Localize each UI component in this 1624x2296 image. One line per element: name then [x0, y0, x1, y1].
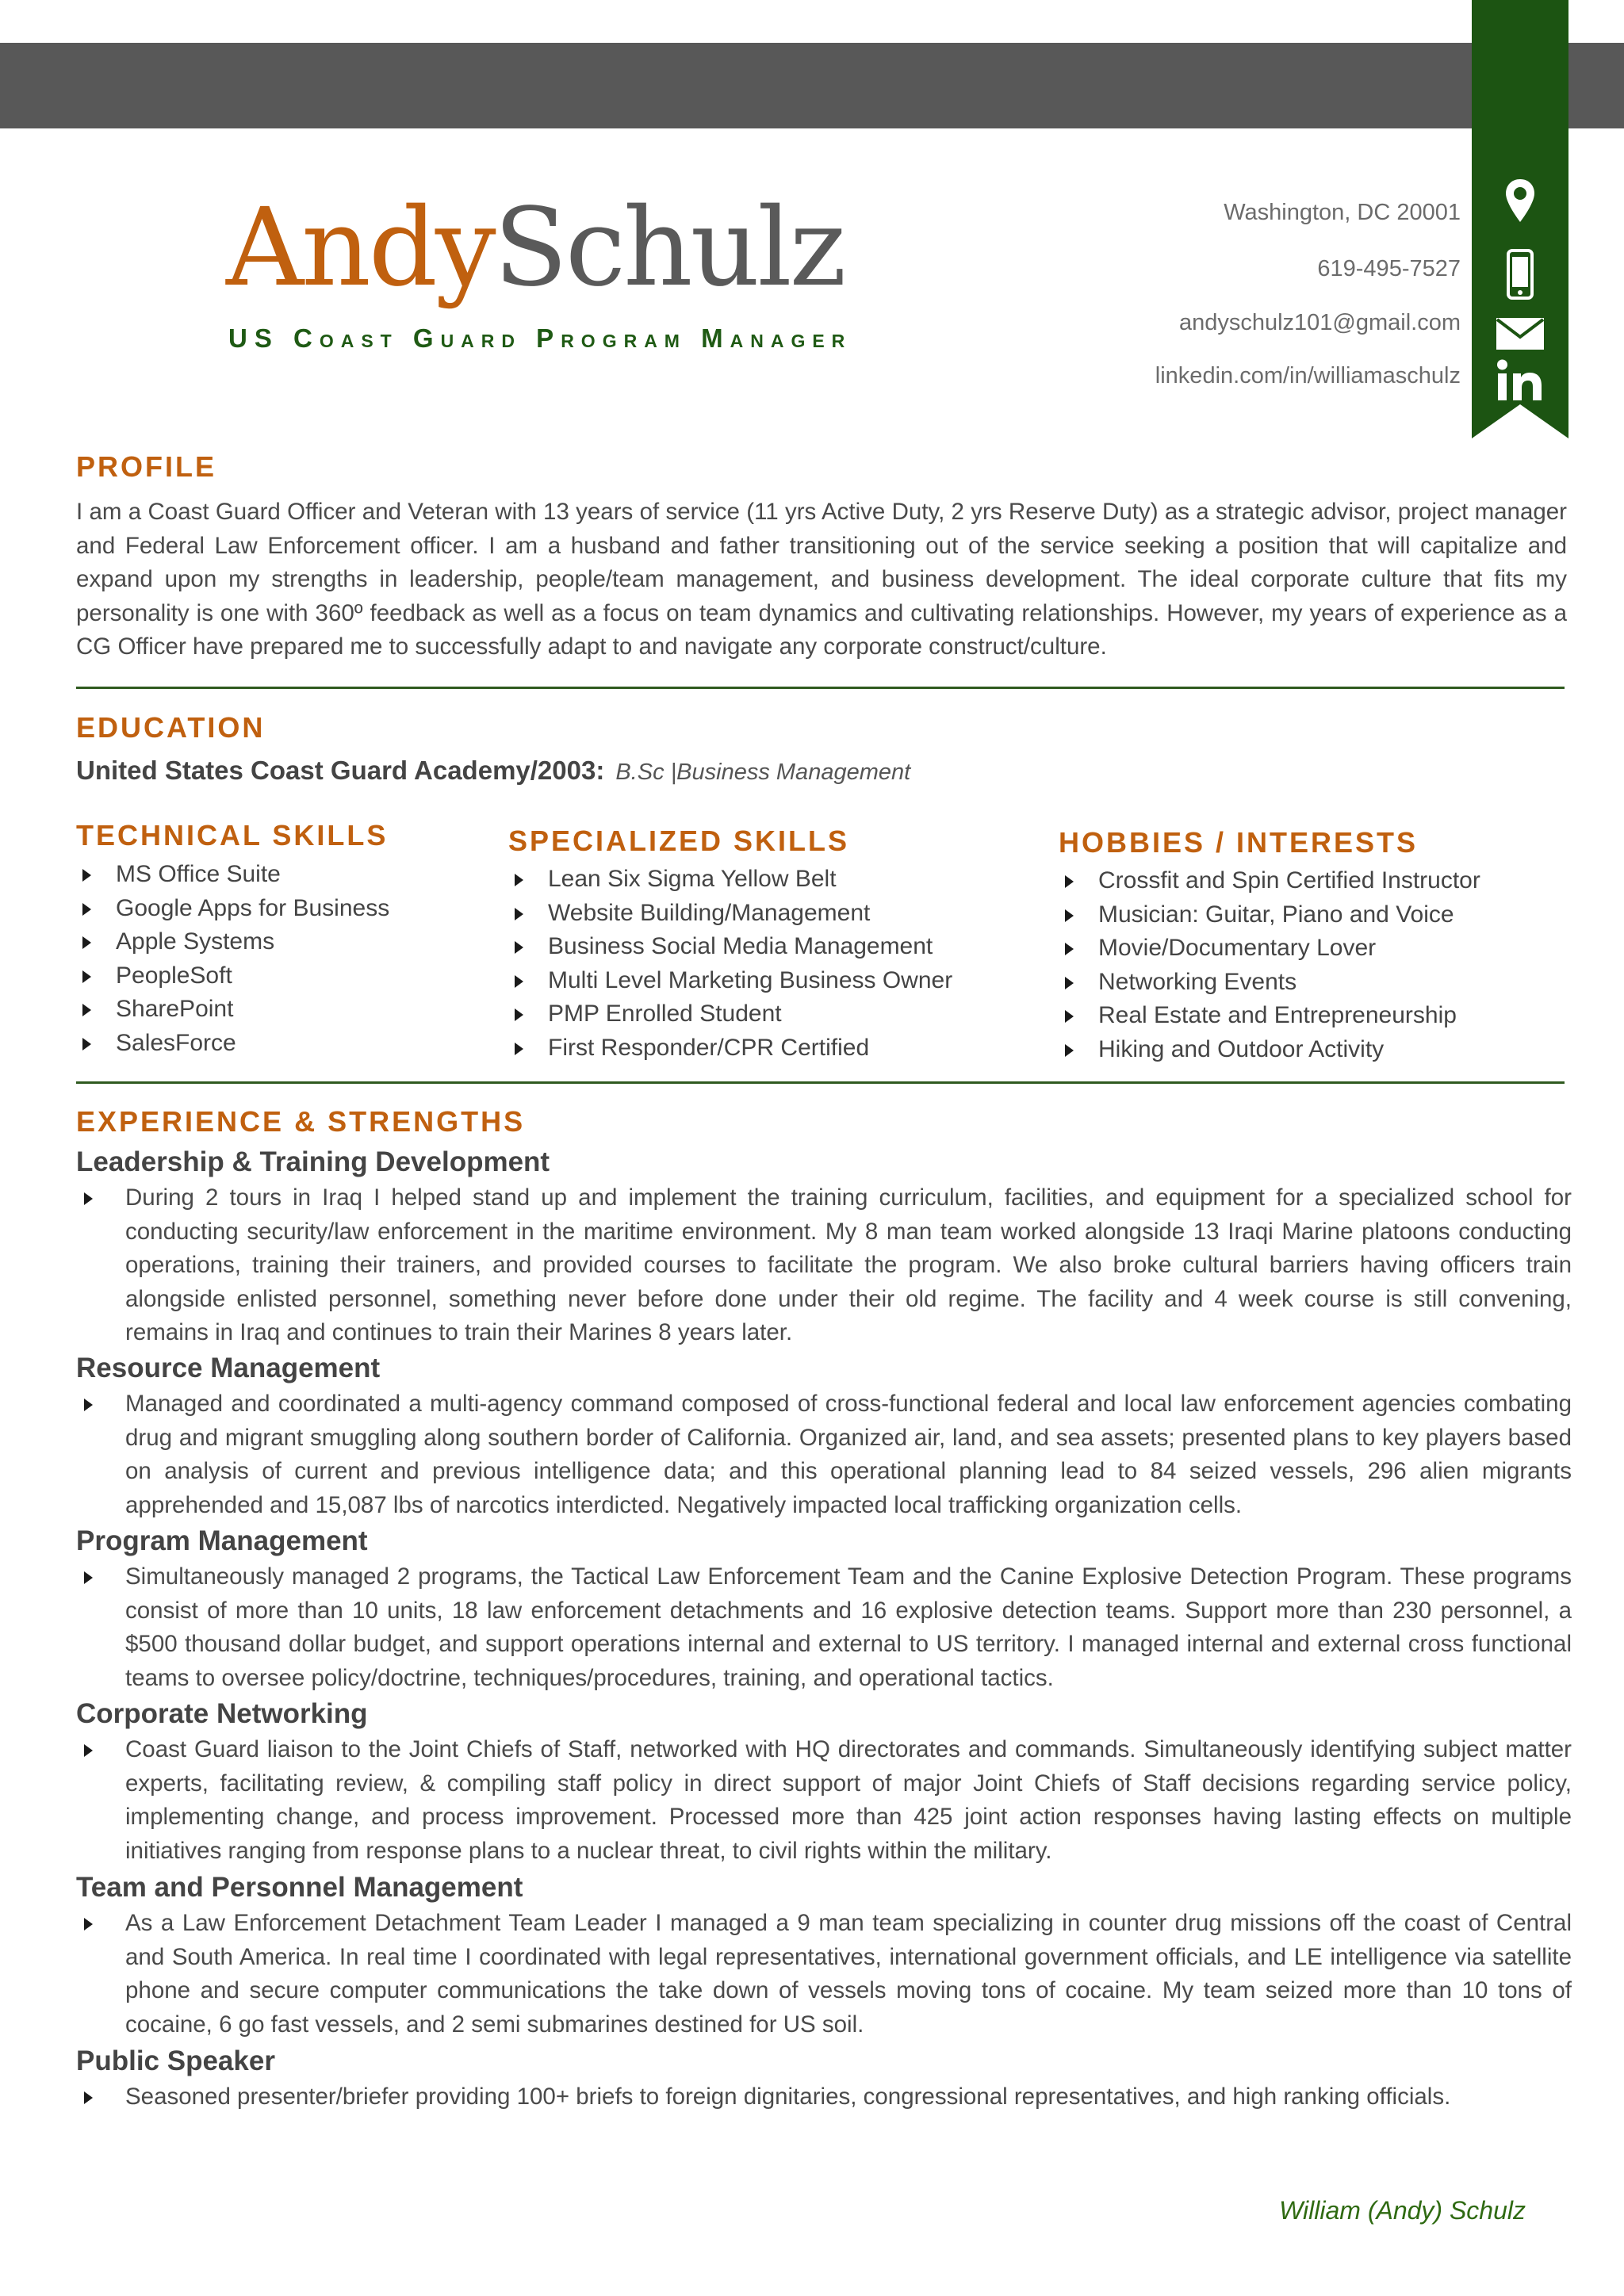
education-degree: B.Sc |Business Management [615, 760, 911, 785]
experience-title: Program Management [76, 1525, 368, 1556]
contact-linkedin[interactable]: linkedin.com/in/williamaschulz [1155, 363, 1461, 388]
experience-title: Resource Management [76, 1353, 381, 1383]
contact-phone: 619-495-7527 [1317, 256, 1461, 281]
top-header-bar [0, 43, 1624, 128]
list-item: Business Social Media Management [508, 930, 952, 964]
bullet-arrow-icon [1065, 1010, 1074, 1023]
education-school: United States Coast Guard Academy/2003: [76, 756, 605, 785]
technical-skills-heading: TECHNICAL SKILLS [76, 819, 389, 851]
bullet-arrow-icon [82, 903, 91, 916]
bullet-arrow-icon [1065, 943, 1074, 955]
envelope-icon [1472, 313, 1568, 354]
list-item: SharePoint [76, 993, 389, 1027]
bullet-arrow-icon [84, 2091, 93, 2104]
bullet-arrow-icon [82, 1004, 91, 1016]
specialized-skills-heading: SPECIALIZED SKILLS [508, 825, 850, 857]
bullet-arrow-icon [84, 1571, 93, 1584]
bullet-arrow-icon [1065, 909, 1074, 922]
experience-title: Public Speaker [76, 2045, 275, 2076]
hobbies-heading: HOBBIES / INTERESTS [1059, 826, 1419, 859]
experience-item [76, 1695, 1572, 1868]
list-item: Musician: Guitar, Piano and Voice [1059, 898, 1480, 932]
experience-item [76, 1143, 1572, 1350]
first-name: Andy [226, 186, 494, 311]
bullet-arrow-icon [84, 1192, 93, 1205]
candidate-name [226, 186, 845, 311]
technical-skills-list [76, 858, 389, 1060]
experience-title: Leadership & Training Development [76, 1146, 550, 1177]
experience-item [76, 1869, 1572, 2042]
bullet-arrow-icon [515, 941, 523, 954]
list-item: Real Estate and Entrepreneurship [1059, 999, 1480, 1033]
list-item: Apple Systems [76, 925, 389, 959]
experience-heading: EXPERIENCE & STRENGTHS [76, 1105, 526, 1138]
list-item: Website Building/Management [508, 897, 952, 931]
profile-text: I am a Coast Guard Officer and Veteran with 13 years of service (11 yrs Active Duty, 2 yrs Reserve Duty) as a strategic advisor, project manager and Federal Law Enforcement officer. I am a husband and father transitioning out of the service seeking a position that will capitalize and expand upon my strengths in leadership, people/team management, and business development. The ideal corporate culture that fits my personality is one with 360º feedback as well as a focus on team dynamics and cultivating relationships. However, my years of experience as a CG Officer have prepared me to successfully adapt to and navigate any corporate construct/culture. [76, 499, 1567, 660]
list-item: Google Apps for Business [76, 892, 389, 926]
list-item: Lean Six Sigma Yellow Belt [508, 863, 952, 897]
divider [76, 1081, 1565, 1084]
bullet-arrow-icon [82, 936, 91, 949]
list-item: Networking Events [1059, 966, 1480, 1000]
bullet-arrow-icon [84, 1399, 93, 1411]
list-item: PMP Enrolled Student [508, 997, 952, 1031]
education-entry [76, 756, 910, 786]
bullet-arrow-icon [515, 975, 523, 988]
list-item: Multi Level Marketing Business Owner [508, 964, 952, 998]
bullet-arrow-icon [1065, 1044, 1074, 1057]
bullet-arrow-icon [82, 869, 91, 882]
experience-title: Team and Personnel Management [76, 1872, 523, 1903]
list-item: Movie/Documentary Lover [1059, 932, 1480, 966]
divider [76, 687, 1565, 689]
phone-icon [1472, 246, 1568, 303]
experience-description: Simultaneously managed 2 programs, the Tactical Law Enforcement Team and the Canine Explosive Detection Program. These programs consist of more than 10 units, 18 law enforcement detachments and 16 explosive detection teams. Support more than 230 personnel, a $500 thousand dollar budget, and support operations internal and external to US territory. I managed internal and external cross functional teams to oversee policy/doctrine, techniques/procedures, training, and operational tactics. [76, 1560, 1572, 1695]
experience-description: Seasoned presenter/briefer providing 100+ briefs to foreign dignitaries, congressional representatives, and high ranking officials. [76, 2080, 1572, 2114]
bullet-arrow-icon [515, 874, 523, 886]
linkedin-icon [1472, 355, 1568, 406]
last-name: Schulz [493, 186, 845, 311]
contact-address: Washington, DC 20001 [1224, 200, 1461, 225]
bullet-arrow-icon [1065, 977, 1074, 989]
list-item: MS Office Suite [76, 858, 389, 892]
bullet-arrow-icon [1065, 875, 1074, 888]
experience-description: Coast Guard liaison to the Joint Chiefs of Staff, networked with HQ directorates and commands. Simultaneously identifying subject matter experts, facilitating review, & compiling staff policy in direct support of major Joint Chiefs of Staff decisions regarding service policy, implementing change, and process improvement. Processed more than 425 joint action responses having lasting effects on multiple initiatives ranging from response plans to a nuclear threat, to civil rights within the military. [76, 1733, 1572, 1868]
contact-email[interactable]: andyschulz101@gmail.com [1178, 310, 1461, 335]
list-item: Crossfit and Spin Certified Instructor [1059, 864, 1480, 898]
list-item: PeopleSoft [76, 959, 389, 993]
profile-heading: PROFILE [76, 450, 217, 483]
experience-description: During 2 tours in Iraq I helped stand up and implement the training curriculum, facilities, and equipment for a specialized school for conducting security/law enforcement in the maritime environment. My 8 man team worked alongside 13 Iraqi Marine platoons conducting operations, training their trainers, and provided courses to facilitate the program. We also broke cultural barriers having officers train alongside enlisted personnel, something never before done under their old regime. The facility and 4 week course is still convening, remains in Iraq and continues to train their Marines 8 years later. [76, 1181, 1572, 1350]
bullet-arrow-icon [515, 908, 523, 920]
hobbies-list [1059, 864, 1480, 1066]
bullet-arrow-icon [82, 970, 91, 983]
map-pin-icon [1472, 173, 1568, 228]
bullet-arrow-icon [84, 1744, 93, 1757]
education-heading: EDUCATION [76, 711, 266, 744]
experience-description: Managed and coordinated a multi-agency command composed of cross-functional federal and local law enforcement agencies combating drug and migrant smuggling along southern border of California. Organized air, land, and sea assets; presented plans to key players based on analysis of current and previous intelligence data; and this operational planning lead to 84 seized vessels, 296 alien migrants apprehended and 15,087 lbs of narcotics interdicted. Negatively impacted local trafficking organization cells. [76, 1387, 1572, 1522]
bullet-arrow-icon [84, 1918, 93, 1931]
bullet-arrow-icon [515, 1008, 523, 1021]
bullet-arrow-icon [515, 1043, 523, 1055]
list-item: SalesForce [76, 1027, 389, 1061]
experience-item [76, 1522, 1572, 1695]
list-item: Hiking and Outdoor Activity [1059, 1033, 1480, 1067]
list-item: First Responder/CPR Certified [508, 1031, 952, 1066]
bullet-arrow-icon [82, 1038, 91, 1050]
experience-item [76, 1349, 1572, 1522]
specialized-skills-list [508, 863, 952, 1065]
footer-signature: William (Andy) Schulz [1279, 2196, 1526, 2225]
experience-title: Corporate Networking [76, 1698, 368, 1729]
experience-description: As a Law Enforcement Detachment Team Leader I managed a 9 man team specializing in counter drug missions off the coast of Central and South America. In real time I coordinated with legal representatives, international government officials, and LE intelligence via satellite phone and secure computer communications the take down of vessels moving tons of cocaine. My team seized more than 10 tons of cocaine, 6 go fast vessels, and 2 semi submarines destined for US soil. [76, 1907, 1572, 2042]
experience-item [76, 2042, 1572, 2114]
job-title: US Coast Guard Program Manager [228, 323, 852, 353]
